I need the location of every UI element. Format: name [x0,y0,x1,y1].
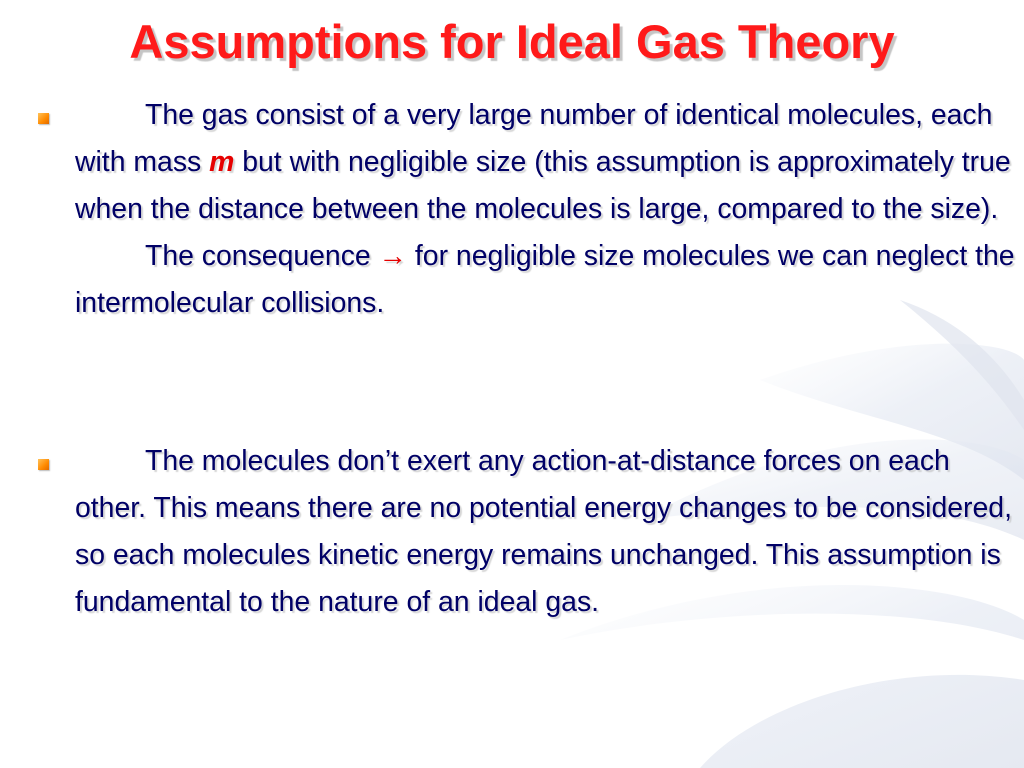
bullet-marker-icon [38,459,49,470]
bullet-1-text-start: The gas consist of a very large number of identical molecules, each with mass [75,99,993,178]
consequence-text-start: The consequence [145,240,379,272]
bullet-point-1 [75,92,1015,327]
mass-variable: m [209,146,235,178]
bullet-1-text-end: but with negligible size (this assumption is approximately true when the distance between the molecules is large, compared to the size). [75,146,1011,225]
consequence-text-end: for negligible size molecules we can neglect the intermolecular collisions. [75,240,1015,319]
bullet-2-text: The molecules don’t exert any action-at-distance forces on each other. This means there are no potential energy changes to be considered, so each molecules kinetic energy remains unchanged. This assumption is fundamental to the nature of an ideal gas. [75,445,1012,618]
arrow-right-icon: → [378,240,407,272]
page-title: Assumptions for Ideal Gas Theory [129,15,895,68]
bullet-marker-icon [38,113,49,124]
bullet-point-2 [75,438,1015,626]
